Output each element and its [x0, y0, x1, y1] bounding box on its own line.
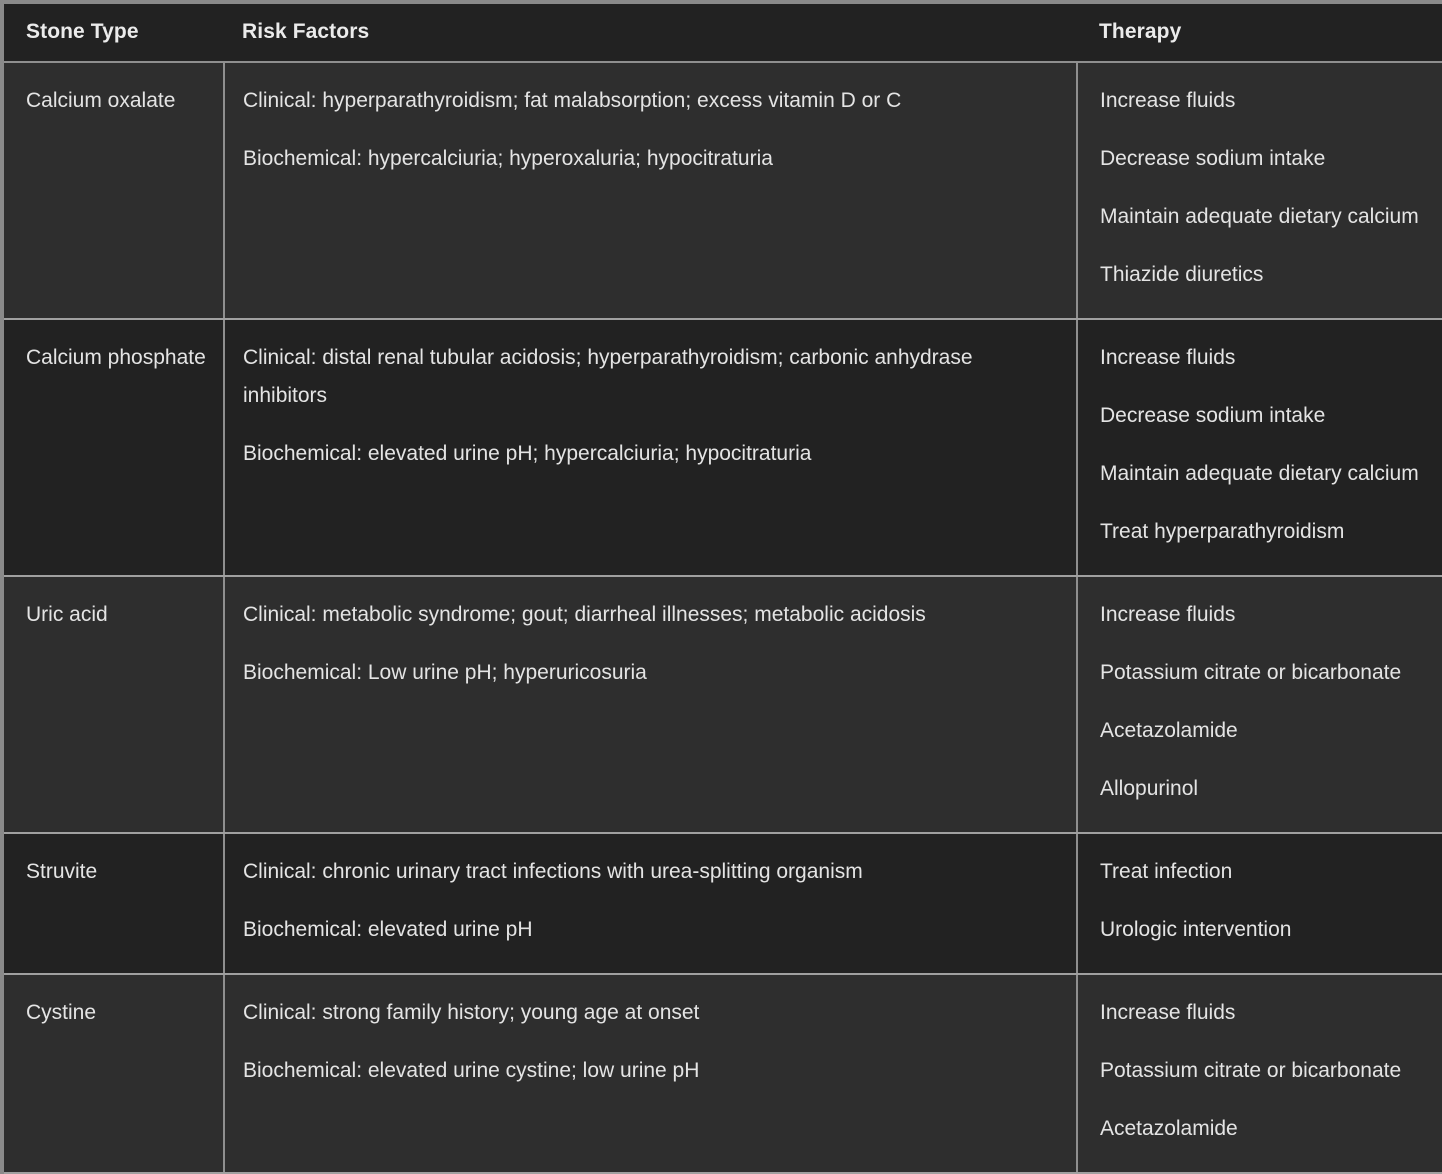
cell-risk-factors — [224, 576, 1077, 833]
column-header-risk-factors: Risk Factors — [224, 4, 1077, 62]
risk-factor-line: Clinical: strong family history; young age at onset — [243, 1001, 700, 1024]
risk-factor-line: Clinical: chronic urinary tract infections with urea-splitting organism — [243, 860, 863, 883]
kidney-stone-table — [4, 4, 1442, 1174]
table-header — [4, 4, 1442, 62]
cell-stone-type — [4, 576, 224, 833]
therapy-line: Urologic intervention — [1100, 918, 1292, 941]
cell-stone-type — [4, 974, 224, 1173]
column-header-stone-type: Stone Type — [4, 4, 224, 62]
therapy-line: Increase fluids — [1100, 346, 1236, 369]
cell-stone-type — [4, 319, 224, 576]
therapy-line: Treat hyperparathyroidism — [1100, 520, 1345, 543]
column-header-therapy: Therapy — [1077, 4, 1442, 62]
therapy-line: Decrease sodium intake — [1100, 404, 1326, 427]
risk-factor-line: Biochemical: hypercalciuria; hyperoxaluria; hypocitraturia — [243, 147, 773, 170]
stone-type-label: Calcium phosphate — [26, 346, 206, 369]
cell-stone-type — [4, 62, 224, 319]
cell-therapy — [1077, 319, 1442, 576]
cell-risk-factors — [224, 974, 1077, 1173]
therapy-line: Acetazolamide — [1100, 1117, 1238, 1140]
cell-stone-type — [4, 833, 224, 974]
therapy-line: Treat infection — [1100, 860, 1233, 883]
header-row — [4, 4, 1442, 62]
risk-factor-line: Biochemical: elevated urine pH; hypercalciuria; hypocitraturia — [243, 442, 812, 465]
therapy-line: Potassium citrate or bicarbonate — [1100, 661, 1402, 684]
therapy-line: Thiazide diuretics — [1100, 263, 1264, 286]
therapy-line: Increase fluids — [1100, 1001, 1236, 1024]
risk-factor-line: Biochemical: Low urine pH; hyperuricosuria — [243, 661, 647, 684]
cell-risk-factors — [224, 319, 1077, 576]
risk-factor-line: Biochemical: elevated urine pH — [243, 918, 533, 941]
cell-therapy — [1077, 974, 1442, 1173]
risk-factor-line: Biochemical: elevated urine cystine; low urine pH — [243, 1059, 700, 1082]
table-row — [4, 62, 1442, 319]
stone-type-label: Uric acid — [26, 603, 108, 626]
cell-risk-factors — [224, 62, 1077, 319]
therapy-line: Increase fluids — [1100, 89, 1236, 112]
therapy-line: Maintain adequate dietary calcium — [1100, 205, 1419, 228]
cell-therapy — [1077, 62, 1442, 319]
table-row — [4, 576, 1442, 833]
therapy-line: Potassium citrate or bicarbonate — [1100, 1059, 1402, 1082]
risk-factor-line: Clinical: distal renal tubular acidosis; hyperparathyroidism; carbonic anhydrase inhibitors — [243, 346, 973, 407]
therapy-line: Increase fluids — [1100, 603, 1236, 626]
table-body — [4, 62, 1442, 1173]
therapy-line: Maintain adequate dietary calcium — [1100, 462, 1419, 485]
cell-therapy — [1077, 833, 1442, 974]
cell-risk-factors — [224, 833, 1077, 974]
therapy-line: Acetazolamide — [1100, 719, 1238, 742]
therapy-line: Allopurinol — [1100, 777, 1199, 800]
risk-factor-line: Clinical: hyperparathyroidism; fat malabsorption; excess vitamin D or C — [243, 89, 902, 112]
therapy-line: Decrease sodium intake — [1100, 147, 1326, 170]
cell-therapy — [1077, 576, 1442, 833]
stone-type-label: Calcium oxalate — [26, 89, 176, 112]
stone-type-label: Cystine — [26, 1001, 97, 1024]
table-row — [4, 833, 1442, 974]
table-row — [4, 974, 1442, 1173]
stone-type-label: Struvite — [26, 860, 98, 883]
risk-factor-line: Clinical: metabolic syndrome; gout; diarrheal illnesses; metabolic acidosis — [243, 603, 926, 626]
table-row — [4, 319, 1442, 576]
